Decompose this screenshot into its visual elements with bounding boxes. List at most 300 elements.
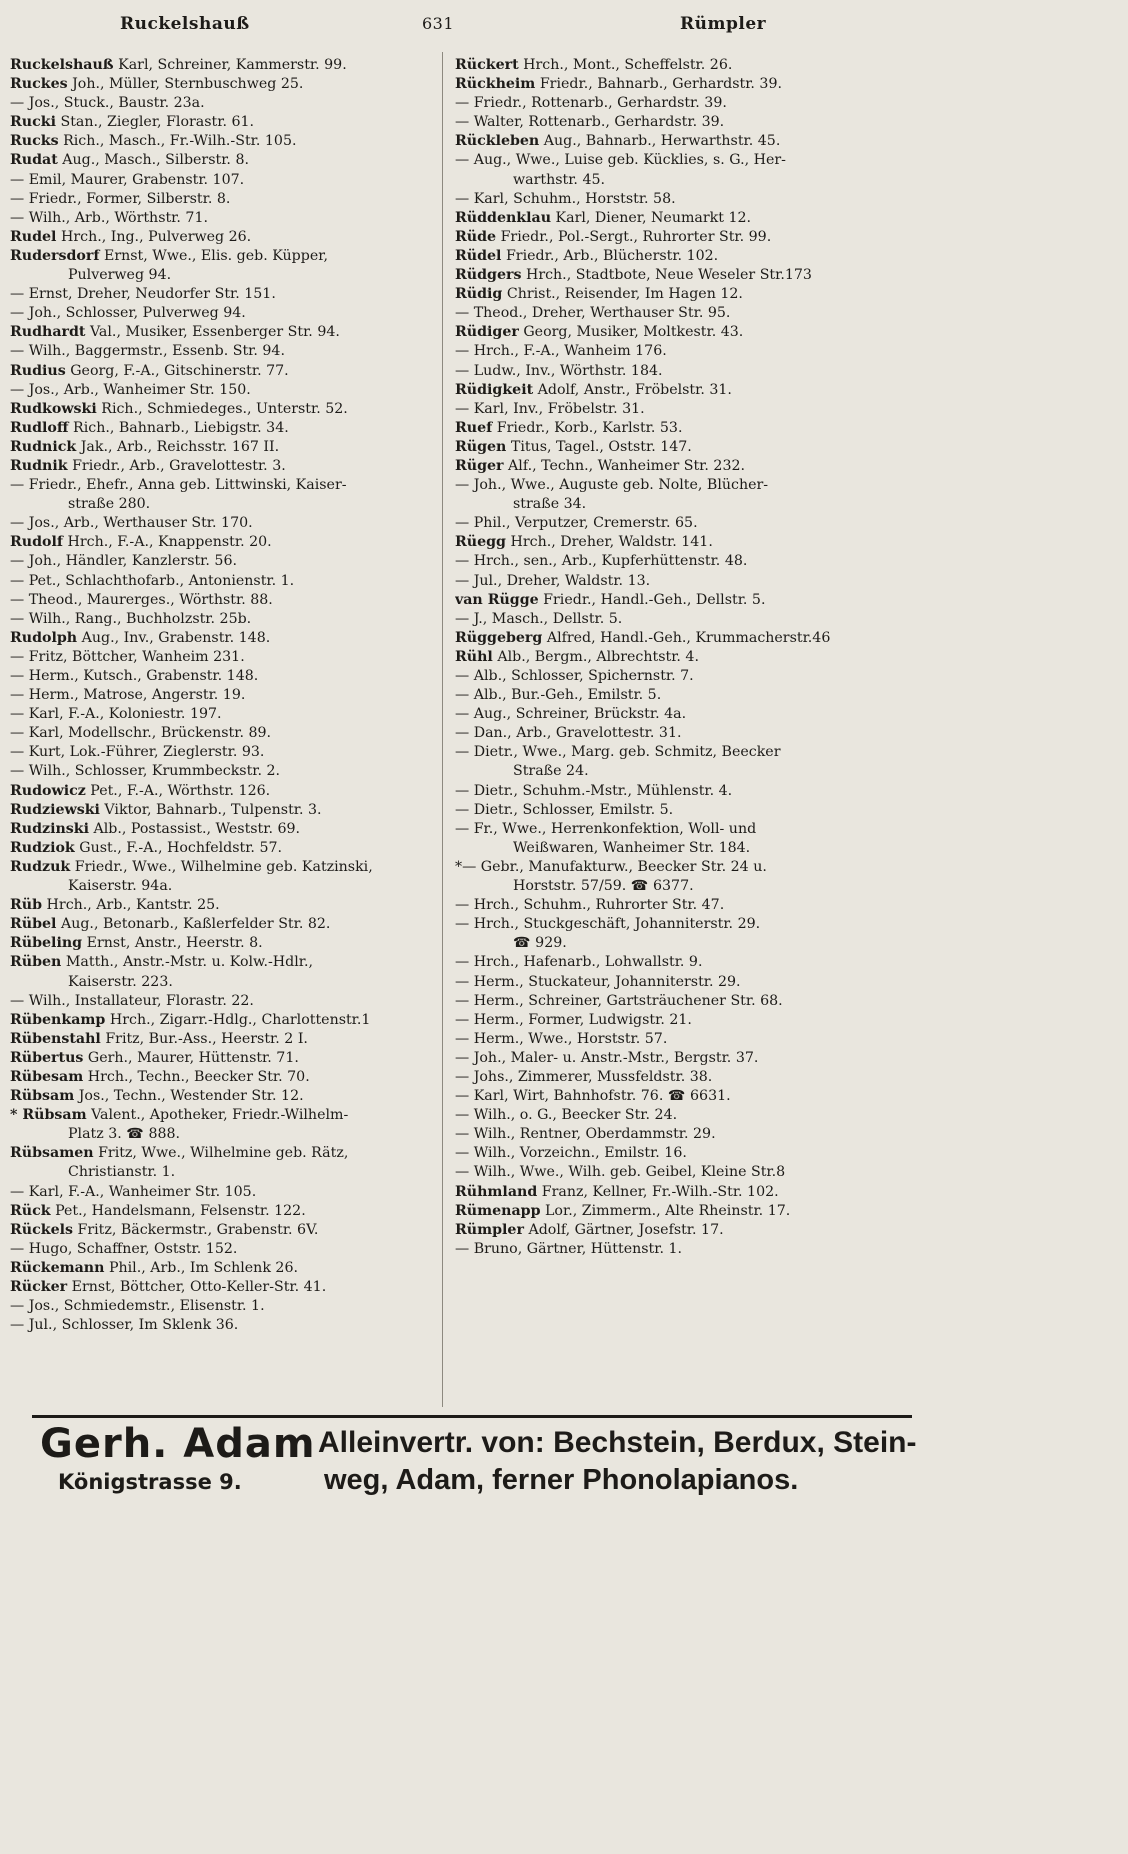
entry-details: Rich., Schmiedeges., Unterstr. 52.: [96, 400, 348, 417]
entry-details: Christ., Reisender, Im Hagen 12.: [502, 286, 743, 303]
header-left-keyword: Ruckelshauß: [120, 14, 250, 34]
entry-details: Aug., Bahnarb., Herwarthstr. 45.: [539, 133, 781, 150]
directory-entry: [10, 132, 435, 151]
directory-entry: [455, 304, 925, 323]
directory-entry: [10, 648, 435, 667]
directory-entry: [455, 801, 925, 820]
directory-entry: [10, 992, 435, 1011]
entry-details: — Jos., Schmiedemstr., Elisenstr. 1.: [10, 1298, 265, 1315]
directory-entry: [455, 572, 925, 591]
entry-details: — Friedr., Ehefr., Anna geb. Littwinski, Kaiser-: [10, 477, 347, 494]
entry-surname: Rudat: [10, 152, 58, 169]
directory-entry: [10, 1297, 435, 1316]
entry-details: Gerh., Maurer, Hüttenstr. 71.: [83, 1049, 299, 1066]
entry-surname: Rudziok: [10, 839, 75, 856]
entry-details: — Theod., Dreher, Werthauser Str. 95.: [455, 305, 731, 322]
directory-entry: [10, 419, 435, 438]
entry-details: Fritz, Bur.-Ass., Heerstr. 2 I.: [100, 1030, 308, 1047]
entry-details: — Karl, Schuhm., Horststr. 58.: [455, 190, 676, 207]
entry-details: — Fritz, Böttcher, Wanheim 231.: [10, 648, 245, 665]
entry-details: — Herm., Kutsch., Grabenstr. 148.: [10, 668, 259, 684]
entry-surname: Rüb: [10, 897, 43, 914]
directory-entry: [10, 1202, 435, 1221]
entry-details: Platz 3. ☎ 888.: [68, 1126, 181, 1143]
entry-details: — Walter, Rottenarb., Gerhardstr. 39.: [455, 114, 725, 131]
directory-entry: [10, 610, 435, 629]
directory-entry: [455, 228, 925, 247]
entry-details: Friedr., Arb., Gravelottestr. 3.: [67, 457, 286, 474]
directory-entry: [455, 820, 925, 839]
entry-details: — Wilh., Baggermstr., Essenb. Str. 94.: [10, 343, 285, 360]
entry-surname: Rümenapp: [455, 1202, 541, 1219]
entry-details: Hrch., Stadtbote, Neue Weseler Str.173: [521, 267, 812, 284]
directory-entry: [10, 438, 435, 457]
entry-surname: Rudloff: [10, 419, 69, 436]
entry-surname: Rüger: [455, 457, 504, 474]
entry-surname: Rübeling: [10, 935, 83, 952]
directory-entry: [10, 247, 435, 266]
directory-entry: [455, 209, 925, 228]
entry-details: — Wilh., o. G., Beecker Str. 24.: [455, 1107, 678, 1124]
entry-details: Kaiserstr. 94a.: [68, 878, 173, 895]
directory-entry: [455, 94, 925, 113]
entry-details: — Wilh., Rang., Buchholzstr. 25b.: [10, 610, 252, 627]
entry-details: *— Gebr., Manufakturw., Beecker Str. 24 u.: [455, 858, 767, 875]
entry-details: — Alb., Schlosser, Spichernstr. 7.: [455, 668, 694, 684]
directory-entry: [455, 514, 925, 533]
entry-details: Hrch., Zigarr.-Hdlg., Charlottenstr.1: [105, 1011, 371, 1028]
entry-surname: Ruckelshauß: [10, 57, 114, 73]
entry-details: Hrch., Mont., Scheffelstr. 26.: [518, 57, 733, 73]
directory-entry: [455, 782, 925, 801]
directory-entry: [10, 896, 435, 915]
entry-details: — Joh., Händler, Kanzlerstr. 56.: [10, 553, 237, 570]
entry-details: — Ludw., Inv., Wörthstr. 184.: [455, 362, 663, 379]
directory-entry: [455, 1144, 925, 1163]
page-number: 631: [422, 14, 455, 33]
entry-details: Viktor, Bahnarb., Tulpenstr. 3.: [99, 801, 322, 818]
entry-details: Horststr. 57/59. ☎ 6377.: [513, 878, 694, 895]
directory-entry: [10, 973, 435, 992]
entry-details: Hrch., Dreher, Waldstr. 141.: [505, 534, 713, 551]
entry-surname: Rudolf: [10, 534, 63, 551]
entry-surname: * Rübsam: [10, 1107, 87, 1124]
entry-surname: Rüdig: [455, 286, 503, 303]
entry-details: Pet., F.-A., Wörthstr. 126.: [85, 782, 271, 799]
entry-details: — Jul., Dreher, Waldstr. 13.: [455, 572, 651, 589]
entry-details: — Emil, Maurer, Grabenstr. 107.: [10, 171, 245, 188]
directory-entry: [10, 228, 435, 247]
entry-details: Friedr., Handl.-Geh., Dellstr. 5.: [538, 591, 766, 608]
entry-details: — Kurt, Lok.-Führer, Zieglerstr. 93.: [10, 744, 265, 761]
directory-entry: [10, 743, 435, 762]
entry-details: — Johs., Zimmerer, Mussfeldstr. 38.: [455, 1068, 713, 1085]
directory-entry: [455, 705, 925, 724]
entry-surname: Rüegg: [455, 534, 506, 551]
directory-entry: [10, 400, 435, 419]
column-divider: [442, 52, 443, 1407]
directory-entry: [10, 1011, 435, 1030]
entry-surname: Rübel: [10, 916, 57, 933]
directory-entry: [10, 667, 435, 686]
directory-entry: [10, 1144, 435, 1163]
entry-details: — Joh., Maler- u. Anstr.-Mstr., Bergstr. 37.: [455, 1049, 759, 1066]
entry-details: — Hrch., sen., Arb., Kupferhüttenstr. 48.: [455, 553, 748, 570]
directory-entry: [10, 266, 435, 285]
entry-details: Stan., Ziegler, Florastr. 61.: [55, 114, 255, 131]
entry-surname: Rühmland: [455, 1183, 538, 1200]
directory-entry: [455, 724, 925, 743]
entry-details: ☎ 929.: [513, 935, 567, 952]
entry-details: Hrch., Ing., Pulverweg 26.: [56, 228, 252, 245]
entry-details: — Jos., Arb., Werthauser Str. 170.: [10, 515, 253, 532]
entry-details: Val., Musiker, Essenberger Str. 94.: [85, 324, 340, 341]
entry-details: Valent., Apotheker, Friedr.-Wilhelm-: [86, 1107, 349, 1124]
entry-surname: Rück: [10, 1202, 51, 1219]
directory-entry: [10, 381, 435, 400]
entry-details: Friedr., Bahnarb., Gerhardstr. 39.: [535, 76, 782, 93]
directory-entry: [10, 75, 435, 94]
entry-details: Aug., Masch., Silberstr. 8.: [57, 152, 249, 169]
entry-surname: Rudhardt: [10, 324, 86, 341]
entry-details: Kaiserstr. 223.: [68, 973, 173, 990]
directory-entry: [10, 1163, 435, 1182]
directory-entry: [10, 762, 435, 781]
entry-details: Weißwaren, Wanheimer Str. 184.: [513, 839, 751, 856]
advert-line-2: weg, Adam, ferner Phonolapianos.: [324, 1464, 799, 1496]
directory-entry: [455, 858, 925, 877]
entry-details: — Theod., Maurerges., Wörthstr. 88.: [10, 591, 273, 608]
directory-entry: [455, 896, 925, 915]
directory-entry: [10, 1049, 435, 1068]
entry-surname: Rudkowski: [10, 400, 97, 417]
entry-details: warthstr. 45.: [513, 171, 606, 188]
directory-entry: [455, 1106, 925, 1125]
entry-details: — Aug., Wwe., Luise geb. Kücklies, s. G., Her-: [455, 152, 786, 169]
entry-details: — Karl, Wirt, Bahnhofstr. 76. ☎ 6631.: [455, 1088, 731, 1105]
directory-entry: [10, 476, 435, 495]
entry-surname: Rümpler: [455, 1221, 524, 1238]
entry-surname: Ruckes: [10, 76, 68, 93]
directory-entry: [455, 648, 925, 667]
entry-surname: Rudnik: [10, 457, 68, 474]
header-right-keyword: Rümpler: [680, 14, 767, 34]
directory-entry: [10, 934, 435, 953]
entry-surname: Rüdiger: [455, 324, 519, 341]
entry-details: — Jos., Stuck., Baustr. 23a.: [10, 95, 205, 112]
directory-entry: [10, 1221, 435, 1240]
entry-details: — Jos., Arb., Wanheimer Str. 150.: [10, 381, 251, 398]
entry-surname: Rückels: [10, 1221, 73, 1238]
entry-details: Friedr., Arb., Blücherstr. 102.: [501, 247, 719, 264]
entry-details: — Hrch., Stuckgeschäft, Johanniterstr. 29.: [455, 916, 761, 933]
entry-surname: Rudziewski: [10, 801, 100, 818]
directory-entry: [10, 285, 435, 304]
directory-entry: [455, 1049, 925, 1068]
entry-surname: Rückert: [455, 57, 519, 73]
entry-surname: Rudius: [10, 362, 66, 379]
directory-entry: [10, 877, 435, 896]
directory-entry: [455, 743, 925, 762]
entry-surname: Rübesam: [10, 1068, 84, 1085]
directory-entry: [455, 686, 925, 705]
directory-entry: [455, 1183, 925, 1202]
entry-surname: Rübsamen: [10, 1145, 94, 1162]
directory-entry: [455, 973, 925, 992]
entry-details: Aug., Betonarb., Kaßlerfelder Str. 82.: [56, 916, 331, 933]
entry-details: — Karl, Inv., Fröbelstr. 31.: [455, 400, 645, 417]
directory-entry: [10, 820, 435, 839]
entry-details: Titus, Tagel., Oststr. 147.: [506, 438, 692, 455]
entry-details: Friedr., Wwe., Wilhelmine geb. Katzinski,: [70, 858, 373, 875]
entry-surname: Ruef: [455, 419, 493, 436]
entry-details: — Joh., Schlosser, Pulverweg 94.: [10, 305, 246, 322]
entry-details: — Wilh., Vorzeichn., Emilstr. 16.: [455, 1145, 687, 1162]
entry-surname: Rüggeberg: [455, 629, 543, 646]
entry-details: — Herm., Schreiner, Gartsträuchener Str. 68.: [455, 992, 783, 1009]
directory-entry: [10, 1240, 435, 1259]
entry-details: Karl, Diener, Neumarkt 12.: [551, 209, 752, 226]
entry-surname: Rübenkamp: [10, 1011, 106, 1028]
entry-surname: Rüde: [455, 228, 497, 245]
directory-entry: [10, 705, 435, 724]
directory-entry: [455, 476, 925, 495]
entry-surname: Rückemann: [10, 1259, 105, 1276]
entry-details: — Hrch., F.-A., Wanheim 176.: [455, 343, 667, 360]
entry-details: Franz, Kellner, Fr.-Wilh.-Str. 102.: [537, 1183, 779, 1200]
entry-details: Alf., Techn., Wanheimer Str. 232.: [503, 457, 746, 474]
directory-entry: [10, 94, 435, 113]
entry-surname: Rudzuk: [10, 858, 71, 875]
entry-surname: Rügen: [455, 438, 507, 455]
entry-surname: Rübertus: [10, 1049, 84, 1066]
directory-entry: [10, 858, 435, 877]
directory-entry: [455, 1221, 925, 1240]
directory-entry: [455, 762, 925, 781]
directory-entry: [455, 400, 925, 419]
entry-details: Rich., Bahnarb., Liebigstr. 34.: [68, 419, 289, 436]
entry-surname: Rucki: [10, 114, 56, 131]
entry-details: Pulverweg 94.: [68, 267, 172, 284]
directory-entry: [455, 1202, 925, 1221]
directory-entry: [10, 552, 435, 571]
directory-entry: [10, 304, 435, 323]
directory-entry: [10, 1125, 435, 1144]
entry-details: — Dietr., Schlosser, Emilstr. 5.: [455, 801, 674, 818]
directory-entry: [455, 1087, 925, 1106]
entry-details: straße 280.: [68, 496, 151, 513]
directory-entry: [455, 285, 925, 304]
entry-surname: Rucks: [10, 133, 59, 150]
entry-details: Friedr., Pol.-Sergt., Ruhrorter Str. 99.: [496, 228, 772, 245]
entry-details: Joh., Müller, Sternbuschweg 25.: [67, 76, 304, 93]
entry-details: straße 34.: [513, 496, 587, 513]
entry-details: Aug., Inv., Grabenstr. 148.: [77, 629, 271, 646]
entry-details: Alb., Postassist., Weststr. 69.: [89, 820, 301, 837]
entry-details: — J., Masch., Dellstr. 5.: [455, 610, 623, 627]
directory-entry: [10, 591, 435, 610]
directory-entry: [10, 629, 435, 648]
entry-details: — Dan., Arb., Gravelottestr. 31.: [455, 725, 682, 742]
directory-entry: [10, 1068, 435, 1087]
directory-entry: [10, 1259, 435, 1278]
entry-details: — Bruno, Gärtner, Hüttenstr. 1.: [455, 1240, 682, 1257]
directory-entry: [10, 190, 435, 209]
entry-details: — Wilh., Rentner, Oberdammstr. 29.: [455, 1126, 716, 1143]
entry-details: Gust., F.-A., Hochfeldstr. 57.: [74, 839, 283, 856]
entry-details: — Aug., Schreiner, Brückstr. 4a.: [455, 706, 687, 723]
directory-entry: [10, 724, 435, 743]
entry-details: Georg, F.-A., Gitschinerstr. 77.: [65, 362, 289, 379]
directory-entry: [455, 953, 925, 972]
entry-details: — Herm., Wwe., Horststr. 57.: [455, 1030, 668, 1047]
entry-details: — Dietr., Wwe., Marg. geb. Schmitz, Beecker: [455, 744, 781, 761]
entry-details: — Wilh., Arb., Wörthstr. 71.: [10, 209, 208, 226]
directory-entry: [10, 782, 435, 801]
directory-entry: [10, 1030, 435, 1049]
entry-surname: Rückheim: [455, 76, 536, 93]
entry-details: Straße 24.: [513, 763, 589, 780]
entry-details: Jak., Arb., Reichsstr. 167 II.: [76, 438, 280, 455]
entry-details: — Phil., Verputzer, Cremerstr. 65.: [455, 515, 698, 532]
directory-entry: [455, 56, 925, 75]
left-column: [10, 56, 435, 1335]
entry-surname: Rudolph: [10, 629, 78, 646]
directory-entry: [10, 323, 435, 342]
entry-details: Ernst, Böttcher, Otto-Keller-Str. 41.: [67, 1279, 327, 1295]
directory-entry: [455, 610, 925, 629]
directory-entry: [455, 934, 925, 953]
entry-details: Fritz, Wwe., Wilhelmine geb. Rätz,: [93, 1145, 349, 1162]
entry-details: Fritz, Bäckermstr., Grabenstr. 6V.: [72, 1221, 319, 1238]
directory-entry: [455, 992, 925, 1011]
directory-entry: [10, 151, 435, 170]
entry-details: — Herm., Former, Ludwigstr. 21.: [455, 1011, 692, 1028]
right-column: [455, 56, 925, 1259]
entry-details: — Joh., Wwe., Auguste geb. Nolte, Blücher-: [455, 477, 769, 494]
entry-details: Adolf, Anstr., Fröbelstr. 31.: [533, 381, 732, 398]
entry-surname: Rüdigkeit: [455, 381, 534, 398]
directory-entry: [455, 132, 925, 151]
directory-entry: [10, 572, 435, 591]
directory-entry: [455, 1011, 925, 1030]
entry-details: — Herm., Matrose, Angerstr. 19.: [10, 687, 246, 704]
entry-details: Karl, Schreiner, Kammerstr. 99.: [113, 57, 347, 73]
directory-entry: [10, 514, 435, 533]
directory-entry: [455, 1240, 925, 1259]
entry-details: Ernst, Anstr., Heerstr. 8.: [82, 935, 263, 952]
directory-entry: [10, 801, 435, 820]
entry-details: Alb., Bergm., Albrechtstr. 4.: [492, 648, 699, 665]
directory-entry: [455, 839, 925, 858]
entry-surname: Rudowicz: [10, 782, 86, 799]
directory-entry: [455, 1030, 925, 1049]
entry-details: — Fr., Wwe., Herrenkonfektion, Woll- und: [455, 820, 757, 837]
entry-details: Jos., Techn., Westender Str. 12.: [74, 1088, 304, 1105]
directory-entry: [10, 457, 435, 476]
entry-details: Christianstr. 1.: [68, 1164, 176, 1181]
directory-entry: [10, 686, 435, 705]
entry-details: — Herm., Stuckateur, Johanniterstr. 29.: [455, 973, 741, 990]
entry-details: — Friedr., Former, Silberstr. 8.: [10, 190, 231, 207]
entry-details: — Hrch., Schuhm., Ruhrorter Str. 47.: [455, 897, 725, 914]
entry-details: Lor., Zimmerm., Alte Rheinstr. 17.: [540, 1202, 791, 1219]
directory-entry: [10, 915, 435, 934]
entry-surname: Rücker: [10, 1279, 68, 1295]
entry-details: Pet., Handelsmann, Felsenstr. 122.: [50, 1202, 306, 1219]
directory-entry: [455, 877, 925, 896]
directory-entry: [10, 1087, 435, 1106]
entry-surname: Rudel: [10, 228, 57, 245]
entry-details: — Pet., Schlachthofarb., Antonienstr. 1.: [10, 572, 295, 589]
directory-entry: [10, 1183, 435, 1202]
directory-entry: [455, 1125, 925, 1144]
entry-details: Adolf, Gärtner, Josefstr. 17.: [523, 1221, 724, 1238]
directory-entry: [10, 56, 435, 75]
directory-entry: [455, 113, 925, 132]
directory-entry: [10, 1106, 435, 1125]
entry-details: — Wilh., Installateur, Florastr. 22.: [10, 992, 254, 1009]
entry-surname: Rühl: [455, 648, 493, 665]
directory-entry: [10, 839, 435, 858]
directory-entry: [10, 362, 435, 381]
directory-entry: [455, 495, 925, 514]
directory-entry: [10, 1278, 435, 1297]
entry-surname: Rüdgers: [455, 267, 522, 284]
entry-details: Matth., Anstr.-Mstr. u. Kolw.-Hdlr.,: [61, 954, 314, 971]
directory-entry: [455, 190, 925, 209]
directory-entry: [10, 209, 435, 228]
entry-details: Hrch., Arb., Kantstr. 25.: [42, 897, 220, 914]
directory-entry: [455, 419, 925, 438]
entry-details: — Hugo, Schaffner, Oststr. 152.: [10, 1240, 238, 1257]
directory-entry: [455, 247, 925, 266]
directory-entry: [455, 1068, 925, 1087]
advert-rule: [32, 1415, 912, 1418]
directory-entry: [455, 457, 925, 476]
directory-entry: [455, 667, 925, 686]
advert-company: Gerh. Adam: [40, 1421, 316, 1467]
directory-entry: [10, 171, 435, 190]
directory-entry: [10, 113, 435, 132]
entry-surname: Rückleben: [455, 133, 540, 150]
entry-details: Hrch., F.-A., Knappenstr. 20.: [62, 534, 272, 551]
directory-entry: [455, 151, 925, 170]
entry-details: Hrch., Techn., Beecker Str. 70.: [83, 1068, 310, 1085]
directory-entry: [455, 323, 925, 342]
entry-surname: Rüben: [10, 954, 62, 971]
directory-entry: [10, 495, 435, 514]
entry-details: — Hrch., Hafenarb., Lohwallstr. 9.: [455, 954, 703, 971]
entry-details: Rich., Masch., Fr.-Wilh.-Str. 105.: [58, 133, 297, 150]
entry-details: — Jul., Schlosser, Im Sklenk 36.: [10, 1317, 239, 1334]
directory-entry: [455, 629, 925, 648]
entry-surname: Rudzinski: [10, 820, 89, 837]
directory-entry: [455, 533, 925, 552]
entry-surname: Rudersdorf: [10, 247, 100, 264]
entry-details: Friedr., Korb., Karlstr. 53.: [492, 419, 683, 436]
entry-details: Phil., Arb., Im Schlenk 26.: [104, 1259, 298, 1276]
entry-details: — Dietr., Schuhm.-Mstr., Mühlenstr. 4.: [455, 782, 733, 799]
entry-surname: Rüddenklau: [455, 209, 552, 226]
advert-address: Königstrasse 9.: [58, 1470, 242, 1494]
directory-entry: [455, 362, 925, 381]
entry-details: — Karl, Modellschr., Brückenstr. 89.: [10, 725, 272, 742]
entry-details: Ernst, Wwe., Elis. geb. Küpper,: [99, 247, 328, 264]
entry-details: Georg, Musiker, Moltkestr. 43.: [518, 324, 744, 341]
entry-details: — Wilh., Wwe., Wilh. geb. Geibel, Kleine Str.8: [455, 1164, 786, 1181]
directory-entry: [455, 1163, 925, 1182]
